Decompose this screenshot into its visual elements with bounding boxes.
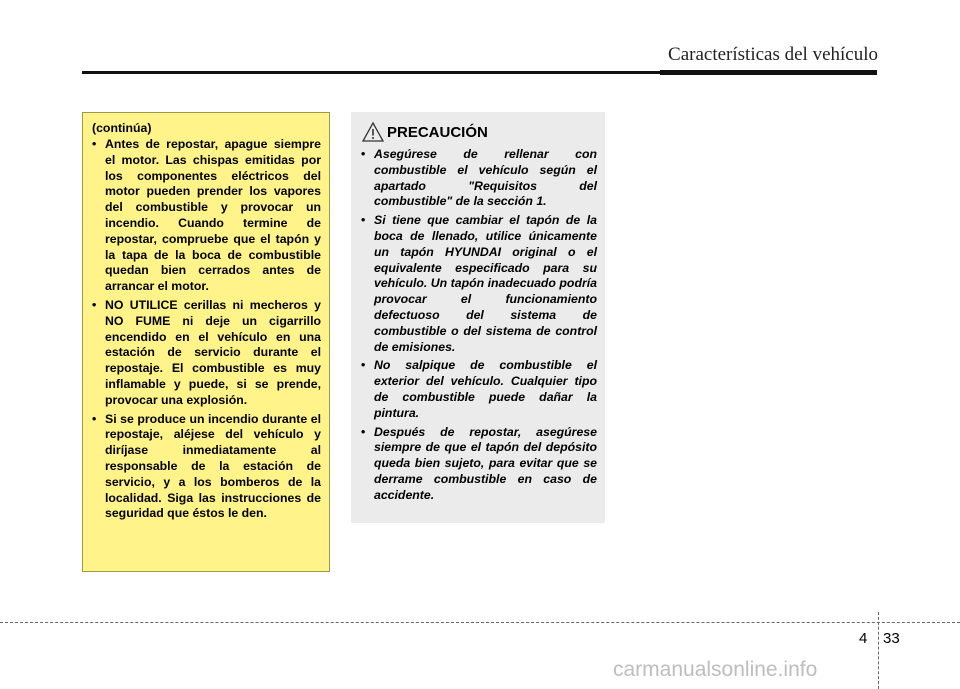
caution-item: • Después de repostar, asegúrese siempre de que el tapón del depósito queda bien sujeto, para evitar que se derrame combustible en caso de accidente. xyxy=(361,425,597,504)
warning-list xyxy=(92,137,321,522)
chapter-number: 4 xyxy=(859,630,868,647)
caution-item: • Si tiene que cambiar el tapón de la boca de llenado, utilice únicamente un tapón HYUNDAI original o el equivalente especificado para su vehículo. Un tapón inadecuado podría provocar el funcionamiento defectuoso del sistema de combustible o del sistema de control de emisiones. xyxy=(361,213,597,355)
header-divider-accent xyxy=(660,70,877,75)
warning-box xyxy=(82,112,330,572)
caution-item: • No salpique de combustible el exterior del vehículo. Cualquier tipo de combustible puede dañar la pintura. xyxy=(361,358,597,421)
section-title: Características del vehículo xyxy=(668,44,878,65)
warning-item: • NO UTILICE cerillas ni mecheros y NO FUME ni deje un cigarrillo encendido en el vehículo en una estación de servicio durante el repostaje. El combustible es muy inflamable y puede, si se prende, provocar una explosión. xyxy=(92,298,321,409)
watermark: carmanualsonline.info xyxy=(613,658,818,681)
page-number: 33 xyxy=(883,630,900,647)
caution-list xyxy=(361,147,597,504)
footer-vertical-divider xyxy=(878,612,879,689)
continued-label: (continúa) xyxy=(92,121,152,135)
caution-title: PRECAUCIÓN xyxy=(387,123,488,141)
caution-box xyxy=(351,112,605,523)
footer-divider xyxy=(0,622,960,623)
warning-item: • Antes de repostar, apague siempre el motor. Las chispas emitidas por los componentes eléctricos del motor pueden prender los vapores del combustible y provocar un incendio. Cuando termine de repostar, compruebe que el tapón y la tapa de la boca de combustible quedan bien cerrados antes de arrancar el motor. xyxy=(92,137,321,295)
warning-triangle-icon xyxy=(361,121,385,143)
warning-item: • Si se produce un incendio durante el repostaje, aléjese del vehículo y diríjase inmediatamente al responsable de la estación de servicio, y a los bomberos de la localidad. Siga las instrucciones de seguridad que éstos le den. xyxy=(92,412,321,523)
caution-heading xyxy=(361,120,597,144)
caution-item: • Asegúrese de rellenar con combustible el vehículo según el apartado "Requisitos del combustible" de la sección 1. xyxy=(361,147,597,210)
